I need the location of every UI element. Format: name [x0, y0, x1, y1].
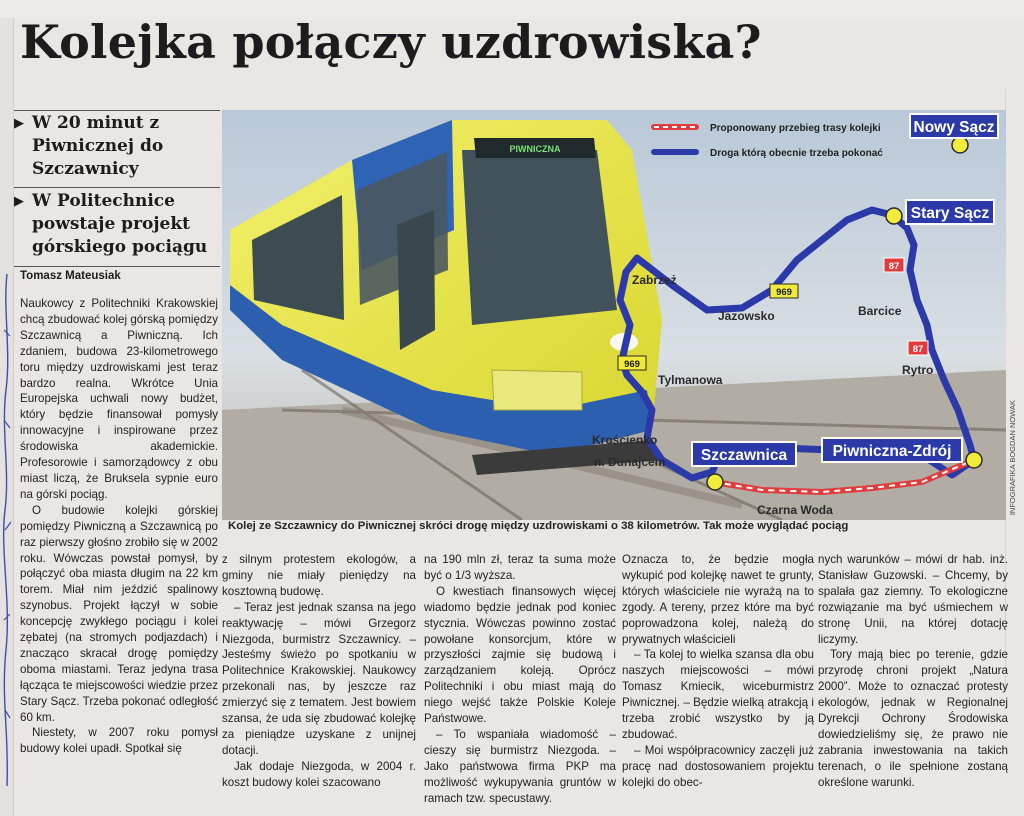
lead-point-text: W Politechnice powstaje projekt górskiego pociągu — [32, 191, 208, 257]
graphic-credit: INFOGRAFIKA BOGDAN NOWAK — [1008, 400, 1017, 516]
paragraph: – Ta kolej to wielka szansa dla obu naszych miejscowości – mówi Tomasz Kmiecik, wiceburmistrz Piwnicznej. – Będzie wielką atrakcją i trzeba zrobić wszystko by ją zbudować. — [622, 648, 814, 741]
town-label: Jazowsko — [718, 309, 775, 323]
article-headline: Kolejka połączy uzdrowiska? — [20, 15, 762, 69]
triangle-bullet-icon: ▶ — [14, 194, 24, 209]
train-destination-sign: PIWNICZNA — [509, 144, 561, 154]
town-label-stary-sacz: Stary Sącz — [910, 205, 990, 222]
paragraph: Oznacza to, że będzie mogła wykupić pod kolejkę nawet te grunty, których właściciele nie wyrażą na to zgody. A tereny, przez które ma być poprowadzona kolej, należą do prywatnych właścicieli — [622, 553, 814, 646]
rule-divider — [14, 110, 220, 111]
town-marker-nowy-sacz — [952, 137, 968, 153]
author-byline: Tomasz Mateusiak — [20, 270, 121, 282]
paragraph: O kwestiach finansowych więcej wiadomo będzie jednak pod koniec stycznia. Wówczas powinno zostać powołane konsorcjum, które w przyszłości zajmie się budową i zarządzaniem koleją. Oprócz Politechniki i obu miast mają do niego wejść także Polskie Koleje Państwowe. — [424, 584, 616, 726]
paragraph: – Moi współpracownicy zaczęli już pracę nad dostosowaniem projektu kolejki do obec- — [622, 743, 814, 789]
article-column-4 — [622, 552, 814, 791]
lead-point-text: W 20 minut z Piwnicznej do Szczawnicy — [32, 113, 164, 179]
train-and-map-illustration — [222, 110, 1006, 520]
town-label: Rytro — [902, 363, 934, 377]
town-label: Krościenko — [592, 433, 658, 447]
lead-points — [14, 112, 220, 259]
rule-divider — [14, 187, 220, 188]
paragraph: – Teraz jest jednak szansa na jego reaktywację – mówi Grzegorz Niezgoda, burmistrz Szczawnicy. – Jesteśmy świeżo po spotkaniu w Politechnice Krakowskiej. Naukowcy przekonali nas, by jeszcze raz zmierzyć się z tematem. Jest bowiem szansa, że uda się zbudować kolejkę za pieniądze uzyskane z unijnej dotacji. — [222, 600, 416, 757]
lead-point — [14, 112, 220, 181]
town-marker-stary-sacz — [886, 208, 902, 224]
town-label-piwniczna-zdroj: Piwniczna-Zdrój — [832, 443, 952, 460]
town-label: n. Dunajcem — [594, 455, 666, 469]
paragraph: na 190 mln zł, teraz ta suma może być o 1/3 wyższa. — [424, 553, 616, 582]
paragraph: Tory mają biec po terenie, gdzie przyrodę chroni projekt „Natura 2000”. Może to oznaczać protesty ekologów, jednak w Regionalnej Dyrekcji Ochrony Środowiska dowiedzieliśmy się, że prawo nie zabrania inwestowania na takich terenach, o ile spełnione zostaną określone warunki. — [818, 648, 1008, 789]
paragraph: z silnym protestem ekologów, a gminy nie miały pieniędzy na kosztowną budowę. — [222, 553, 416, 598]
town-marker-piwniczna — [966, 452, 982, 468]
article-column-1 — [20, 296, 218, 757]
article-column-2 — [222, 552, 416, 791]
article-column-3 — [424, 552, 616, 807]
town-label: Czarna Woda — [757, 503, 833, 517]
road-number: 87 — [888, 261, 900, 272]
town-label-szczawnica: Szczawnica — [700, 447, 788, 464]
triangle-bullet-icon: ▶ — [14, 116, 24, 131]
town-label: Tylmanowa — [658, 373, 723, 387]
legend-current-road: Droga którą obecnie trzeba pokonać — [710, 148, 883, 159]
road-number: 969 — [776, 287, 792, 298]
town-label: Barcice — [858, 304, 902, 318]
town-label-nowy-sacz: Nowy Sącz — [913, 119, 995, 136]
paragraph: – To wspaniała wiadomość – cieszy się burmistrz Niezgoda. – Jako państwowa firma PKP ma możliwość wykupywania gruntów w ramach tzw. specustawy. — [424, 727, 616, 805]
paragraph: O budowie kolejki górskiej pomiędzy Piwniczną a Szczawnicą po raz pierwszy głośno zrobiło się w 2002 roku. Wówczas powstał pomysł, by połączyć oba miasta długim na 22 km torem. Miał nim jeździć spalinowy szynobus. Projekt łączył w sobie koncepcję zwykłego pociągu i kolei zębatej (na stromych podjazdach) i znacząco skracał drogę pomiędzy oboma miastami. Teraz jedyna trasa łącząca te miejscowości wiedzie przez Stary Sącz. Trzeba pokonać odległość 60 km. — [20, 503, 218, 724]
rule-divider — [14, 266, 220, 267]
paragraph: Naukowcy z Politechniki Krakowskiej chcą zbudować kolej górską pomiędzy Szczawnicą a Piwniczną. Ich zdaniem, budowa 23-kilometrowego toru między uzdrowiskami jest teraz bardzo realna. Wkrótce Unia Europejska uchwali nowy budżet, który będzie finansował pomysły innowacyjne i inspirowane przez środowiska akademickie. Profesorowie i samorządowcy z obu miast liczą, że Bruksela sypnie euro na górski pociąg. — [20, 297, 218, 501]
road-number: 969 — [624, 359, 640, 370]
lead-point — [14, 190, 220, 259]
paragraph: nych warunków – mówi dr hab. inż. Stanisław Guzowski. – Chcemy, by spalała gaz ziemny. To ekologiczne rozwiązanie ma być uśmiechem w stronę Unii, na której dotację liczymy. — [818, 553, 1008, 646]
paragraph: Jak dodaje Niezgoda, w 2004 r. koszt budowy kolei szacowano — [222, 759, 416, 789]
town-label: Zabrzeż — [632, 273, 677, 287]
infographic-photo — [222, 110, 1006, 520]
legend-proposed-route: Proponowany przebieg trasy kolejki — [710, 123, 881, 134]
town-marker-szczawnica — [707, 474, 723, 490]
road-number: 87 — [912, 344, 924, 355]
handwritten-margin-note — [1, 270, 13, 790]
article-column-5 — [818, 552, 1008, 791]
paragraph: Niestety, w 2007 roku pomysł budowy kolei upadł. Spotkał się — [20, 726, 218, 756]
photo-caption: Kolej ze Szczawnicy do Piwnicznej skróci drogę między uzdrowiskami o 38 kilometrów. Tak może wyglądać pociąg — [228, 520, 849, 532]
